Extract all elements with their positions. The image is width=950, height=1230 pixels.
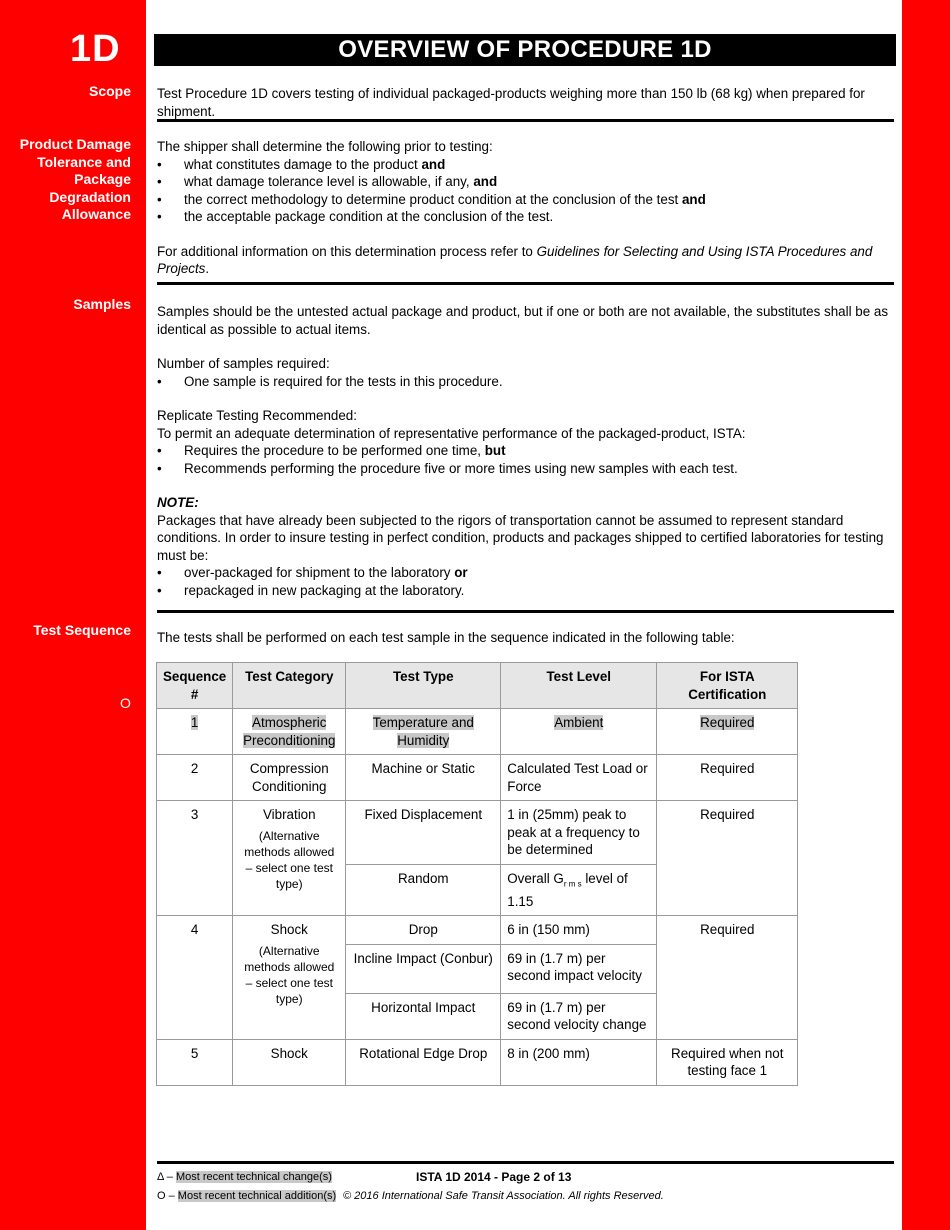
list-item: • over-packaged for shipment to the laboratory or [157,564,897,582]
footer-addition-legend: O – Most recent technical addition(s) [157,1190,337,1202]
side-label-test-sequence: Test Sequence [33,622,131,638]
table-cell: 6 in (150 mm) [501,916,657,945]
addition-marker: O [120,695,131,711]
table-cell: Temperature and Humidity [346,709,501,755]
side-label-product-damage [20,136,131,224]
list-item: • repackaged in new packaging at the laboratory. [157,582,897,600]
side-label-line: Degradation [49,188,131,205]
list-item: • what damage tolerance level is allowable, if any, and [157,173,897,191]
samples-number-heading: Number of samples required: [157,356,330,371]
replicate-intro: To permit an adequate determination of representative performance of the packaged-product, ISTA: [157,425,746,441]
table-cell: Atmospheric Preconditioning [233,709,346,755]
table-cell: Random [346,864,501,916]
table-row [157,1039,798,1085]
sequence-section [157,629,897,647]
side-label-samples: Samples [73,296,131,312]
table-cell: 69 in (1.7 m) per second impact velocity [501,944,657,993]
damage-bullets [157,156,897,226]
note-text: Packages that have already been subjected to the rigors of transportation cannot be assumed to represent standard conditions. In order to insure testing in perfect condition, products and packages shipped to certified laboratories for testing must be: [157,512,884,563]
column-header: Test Type [346,663,501,709]
page-title: OVERVIEW OF PROCEDURE 1D [154,34,896,66]
table-cell: Shock [233,1039,346,1085]
table-cell: 69 in (1.7 m) per second velocity change [501,993,657,1039]
samples-number-list [157,373,897,391]
note-list [157,564,897,599]
table-cell: 4 [157,916,233,1040]
list-item: • One sample is required for the tests in this procedure. [157,373,897,391]
table-row [157,709,798,755]
table-cell: Ambient [501,709,657,755]
samples-intro: Samples should be the untested actual package and product, but if one or both are not available, the substitutes shall be as identical as possible to actual items. [157,304,889,337]
table-cell: Compression Conditioning [233,755,346,801]
table-cell: Rotational Edge Drop [346,1039,501,1085]
table-cell: Required when not testing face 1 [657,1039,798,1085]
table-cell: Vibration (Alternative methods allowed – select one test type) [233,801,346,916]
column-header: Test Level [501,663,657,709]
table-cell: Required [657,709,798,755]
side-label-line: Package [74,171,131,187]
table-cell: 5 [157,1039,233,1085]
section-divider [157,119,894,122]
right-red-border [902,0,950,1230]
list-item: • the correct methodology to determine product condition at the conclusion of the test and [157,191,897,209]
footer-divider [157,1161,894,1164]
samples-section [157,303,897,599]
table-cell: Fixed Displacement [346,801,501,865]
table-cell: 1 in (25mm) peak to peak at a frequency to be determined [501,801,657,865]
table-cell: 1 [157,709,233,755]
side-label-line: Tolerance and [37,153,131,170]
table-row [157,801,798,865]
table-cell: Required [657,916,798,1040]
section-divider [157,282,894,285]
replicate-list [157,442,897,477]
scope-text: Test Procedure 1D covers testing of individual packaged-products weighing more than 150 lb (68 kg) when prepared for shipment. [157,86,865,119]
column-header: Test Category [233,663,346,709]
damage-more-info: For additional information on this determination process refer to Guidelines for Selecting and Using ISTA Procedures and Projects. [157,243,873,276]
list-item: • the acceptable package condition at the conclusion of the test. [157,208,897,226]
table-row [157,755,798,801]
side-label-line: Product Damage [19,136,131,152]
note-heading: NOTE: [157,495,199,510]
footer-change-legend: Δ – Most recent technical change(s) [157,1171,332,1183]
footer-page-info: ISTA 1D 2014 - Page 2 of 13 [416,1170,572,1184]
table-cell: Overall $G_{r m s}$ level of 1.15 [501,864,657,916]
sequence-intro: The tests shall be performed on each test sample in the sequence indicated in the following table: [157,630,735,645]
replicate-heading: Replicate Testing Recommended: [157,408,357,423]
list-item: • Recommends performing the procedure five or more times using new samples with each test. [157,460,897,478]
scope-section [157,85,897,120]
table-header-row [157,663,798,709]
damage-section [157,138,897,278]
table-cell: 8 in (200 mm) [501,1039,657,1085]
column-header: For ISTA Certification [657,663,798,709]
table-cell: Required [657,755,798,801]
procedure-number: 1D [70,28,121,70]
section-divider [157,610,894,613]
table-cell: Drop [346,916,501,945]
table-cell: 2 [157,755,233,801]
footer-copyright: © 2016 International Safe Transit Association. All rights Reserved. [343,1190,664,1202]
list-item: • what constitutes damage to the product and [157,156,897,174]
damage-intro: The shipper shall determine the following prior to testing: [157,139,493,154]
table-cell: Calculated Test Load or Force [501,755,657,801]
column-header: Sequence # [157,663,233,709]
list-item: • Requires the procedure to be performed one time, but [157,442,897,460]
table-cell: 3 [157,801,233,916]
table-cell: Horizontal Impact [346,993,501,1039]
table-cell: Incline Impact (Conbur) [346,944,501,993]
table-cell: Machine or Static [346,755,501,801]
test-sequence-table [156,662,798,1086]
table-cell: Required [657,801,798,916]
table-cell: Shock (Alternative methods allowed – select one test type) [233,916,346,1040]
side-label-scope: Scope [88,83,131,99]
table-row [157,916,798,945]
side-label-line: Allowance [61,206,131,222]
